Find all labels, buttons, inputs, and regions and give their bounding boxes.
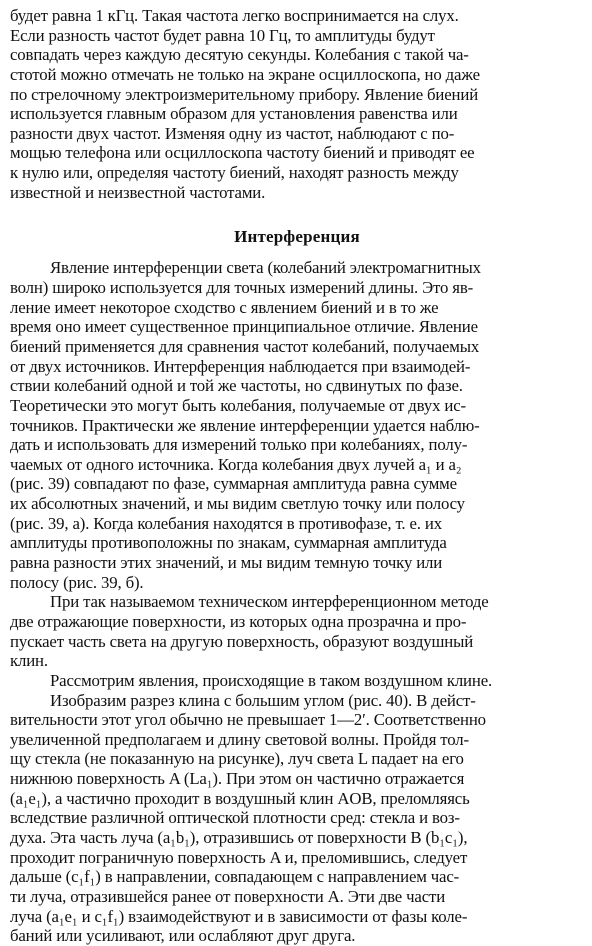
text-line: используется главным образом для установления равенства или	[10, 104, 458, 124]
text-line: Если разность частот будет равна 10 Гц, то амплитуды будут	[10, 25, 435, 45]
text-line: совпадать через каждую десятую секунды. Колебания с такой ча-	[10, 45, 469, 65]
text-line: нижнюю поверхность A (La₁). При этом он частично отражается	[10, 769, 465, 789]
text-line: ти луча, отразившейся ранее от поверхности A. Эти две части	[10, 886, 446, 906]
text-line: (a₁e₁), а частично проходит в воздушный клин AOB, преломляясь	[10, 788, 470, 808]
text-line: равна разности этих значений, и мы видим темную точку или	[10, 553, 443, 573]
text-line: две отражающие поверхности, из которых одна прозрачна и про-	[10, 611, 467, 631]
text-line: Теоретически это могут быть колебания, получаемые от двух ис-	[10, 395, 466, 415]
text-line: дать и использовать для измерений только при колебаниях, полу-	[10, 435, 468, 455]
text-line: клин.	[10, 651, 48, 671]
text-line: точников. Практически же явление интерференции удается наблю-	[10, 415, 480, 435]
text-line: вследствие различной оптической плотности сред: стекла и воз-	[10, 808, 460, 828]
text-line: дальше (c₁f₁) в направлении, совпадающем с направлением час-	[10, 867, 460, 887]
text-line: щу стекла (не показанную на рисунке), луч света L падает на его	[10, 749, 464, 769]
text-line: вительности этот угол обычно не превышает 1—2′. Соответственно	[10, 710, 486, 730]
text-line: биений применяется для сравнения частот колебаний, получаемых	[10, 336, 480, 356]
text-line: проходит пограничную поверхность A и, преломившись, следует	[10, 847, 468, 867]
text-line: луча (a₁e₁ и c₁f₁) взаимодействуют и в зависимости от фазы коле-	[10, 906, 468, 926]
text-line: полосу (рис. 39, б).	[10, 572, 144, 592]
text-line: При так называемом техническом интерференционном методе	[50, 592, 489, 612]
text-line: Изобразим разрез клина с большим углом (рис. 40). В дейст-	[50, 690, 476, 710]
text-line: Явление интерференции света (колебаний электромагнитных	[50, 258, 481, 278]
text-line: баний или усиливают, или ослабляют друг друга.	[10, 926, 356, 946]
text-line: духа. Эта часть луча (a₁b₁), отразившись от поверхности B (b₁c₁),	[10, 827, 468, 847]
text-line: от двух источников. Интерференция наблюдается при взаимодей-	[10, 356, 471, 376]
text-line: амплитуды противоположны по знакам, суммарная амплитуда	[10, 533, 447, 553]
text-line: их абсолютных значений, и мы видим светлую точку или полосу	[10, 494, 465, 514]
text-line: увеличенной предполагаем и длину световой волны. Пройдя тол-	[10, 729, 469, 749]
text-line: разности двух частот. Изменяя одну из частот, наблюдают с по-	[10, 123, 455, 143]
text-line: будет равна 1 кГц. Такая частота легко воспринимается на слух.	[10, 6, 459, 25]
text-line: по стрелочному электроизмерительному прибору. Явление биений	[10, 84, 479, 104]
text-line: ление имеет некоторое сходство с явлением биений и в то же	[10, 297, 439, 317]
text-line: волн) широко используется для точных измерений длины. Это яв-	[10, 278, 474, 298]
text-line: время оно имеет существенное принципиальное отличие. Явление	[10, 317, 478, 337]
text-line: (рис. 39) совпадают по фазе, суммарная амплитуда равна сумме	[10, 474, 457, 494]
text-line: чаемых от одного источника. Когда колебания двух лучей a₁ и a₂	[10, 454, 462, 474]
text-line: мощью телефона или осциллоскопа частоту биений и приводят ее	[10, 143, 475, 163]
text-line: известной и неизвестной частотами.	[10, 182, 266, 202]
text-line: ствии колебаний одной и той же частоты, но сдвинутых по фазе.	[10, 376, 463, 396]
text-line: пускает часть света на другую поверхность, образуют воздушный	[10, 631, 474, 651]
text-line: стотой можно отмечать не только на экране осциллоскопа, но даже	[10, 64, 480, 84]
text-line: Рассмотрим явления, происходящие в таком воздушном клине.	[50, 670, 493, 690]
section-heading: Интерференция	[234, 227, 360, 247]
text-line: к нулю или, определяя частоту биений, находят разность между	[10, 163, 459, 183]
text-line: (рис. 39, а). Когда колебания находятся в противофазе, т. е. их	[10, 513, 442, 533]
